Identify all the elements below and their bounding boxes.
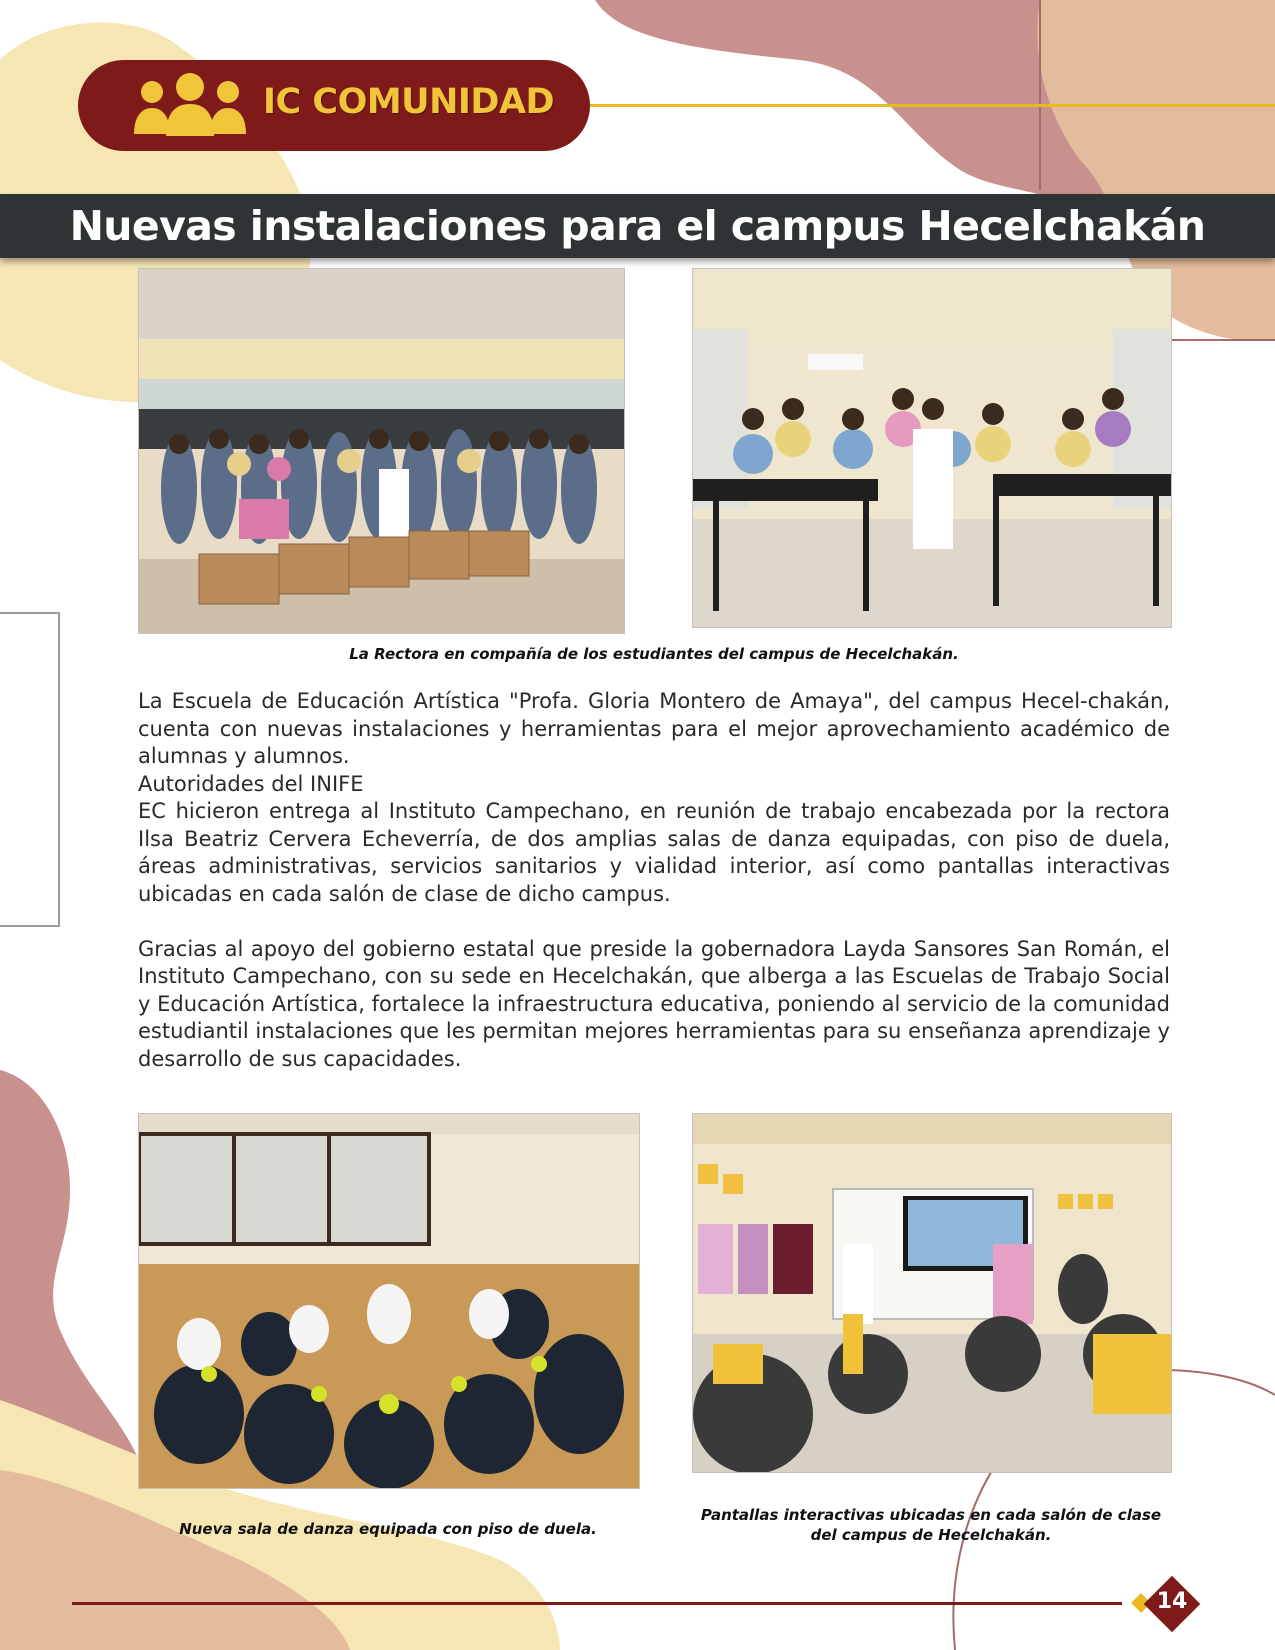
caption-bottom-right-line-2: del campus de Hecelchakán. [810, 1526, 1052, 1544]
section-label: IC COMUNIDAD [263, 82, 555, 122]
article-title: Nuevas instalaciones para el campus Hecelchakán [69, 202, 1206, 250]
caption-bottom-right-line-1: Pantallas interactivas ubicadas en cada salón de clase [700, 1506, 1162, 1524]
paragraph-2a: Autoridades del INIFE [138, 771, 364, 796]
section-pill [78, 60, 590, 151]
article-body [138, 688, 1170, 1073]
decorative-frame [0, 612, 60, 927]
people-group-icon [130, 72, 250, 138]
footer-rule [72, 1602, 1122, 1605]
caption-top: La Rectora en compañía de los estudiantes del campus de Hecelchakán. [349, 645, 959, 663]
photo-interactive-screens [692, 1113, 1172, 1473]
caption-bottom-left: Nueva sala de danza equipada con piso de duela. [179, 1520, 597, 1538]
paragraph-spacer [138, 908, 1170, 936]
photo-classroom-group [692, 268, 1172, 628]
photo-dance-hall [138, 1113, 640, 1489]
paragraph-2b: EC hicieron entrega al Instituto Campechano, en reunión de trabajo encabezada por la rectora Ilsa Beatriz Cervera Echeverría, de dos amplias salas de danza equipadas, con piso de duela, áreas administrativas, servicios sanitarios y vialidad interior, así como pantallas interactivas ubicadas en cada salón de clase de dicho campus. [138, 799, 1170, 906]
header-rule [590, 104, 1275, 107]
paragraph-3: Gracias al apoyo del gobierno estatal que preside la gobernadora Layda Sansores San Román, el Instituto Campechano, con su sede en Hecelchakán, que alberga a las Escuelas de Trabajo Social y Educación Artística, fortalece la infraestructura educativa, poniendo al servicio de la comunidad estudiantil instalaciones que les permitan mejores herramientas para su enseñanza aprendizaje y desarrollo de sus capacidades. [138, 936, 1170, 1071]
paragraph-1: La Escuela de Educación Artística "Profa. Gloria Montero de Amaya", del campus Hecel-chakán, cuenta con nuevas instalaciones y herramientas para el mejor aprovechamiento académico de alumnas y alumnos. [138, 689, 1170, 768]
title-bar [0, 194, 1275, 258]
photo-group-boxes [138, 268, 625, 634]
page-number: 14 [1156, 1589, 1188, 1614]
